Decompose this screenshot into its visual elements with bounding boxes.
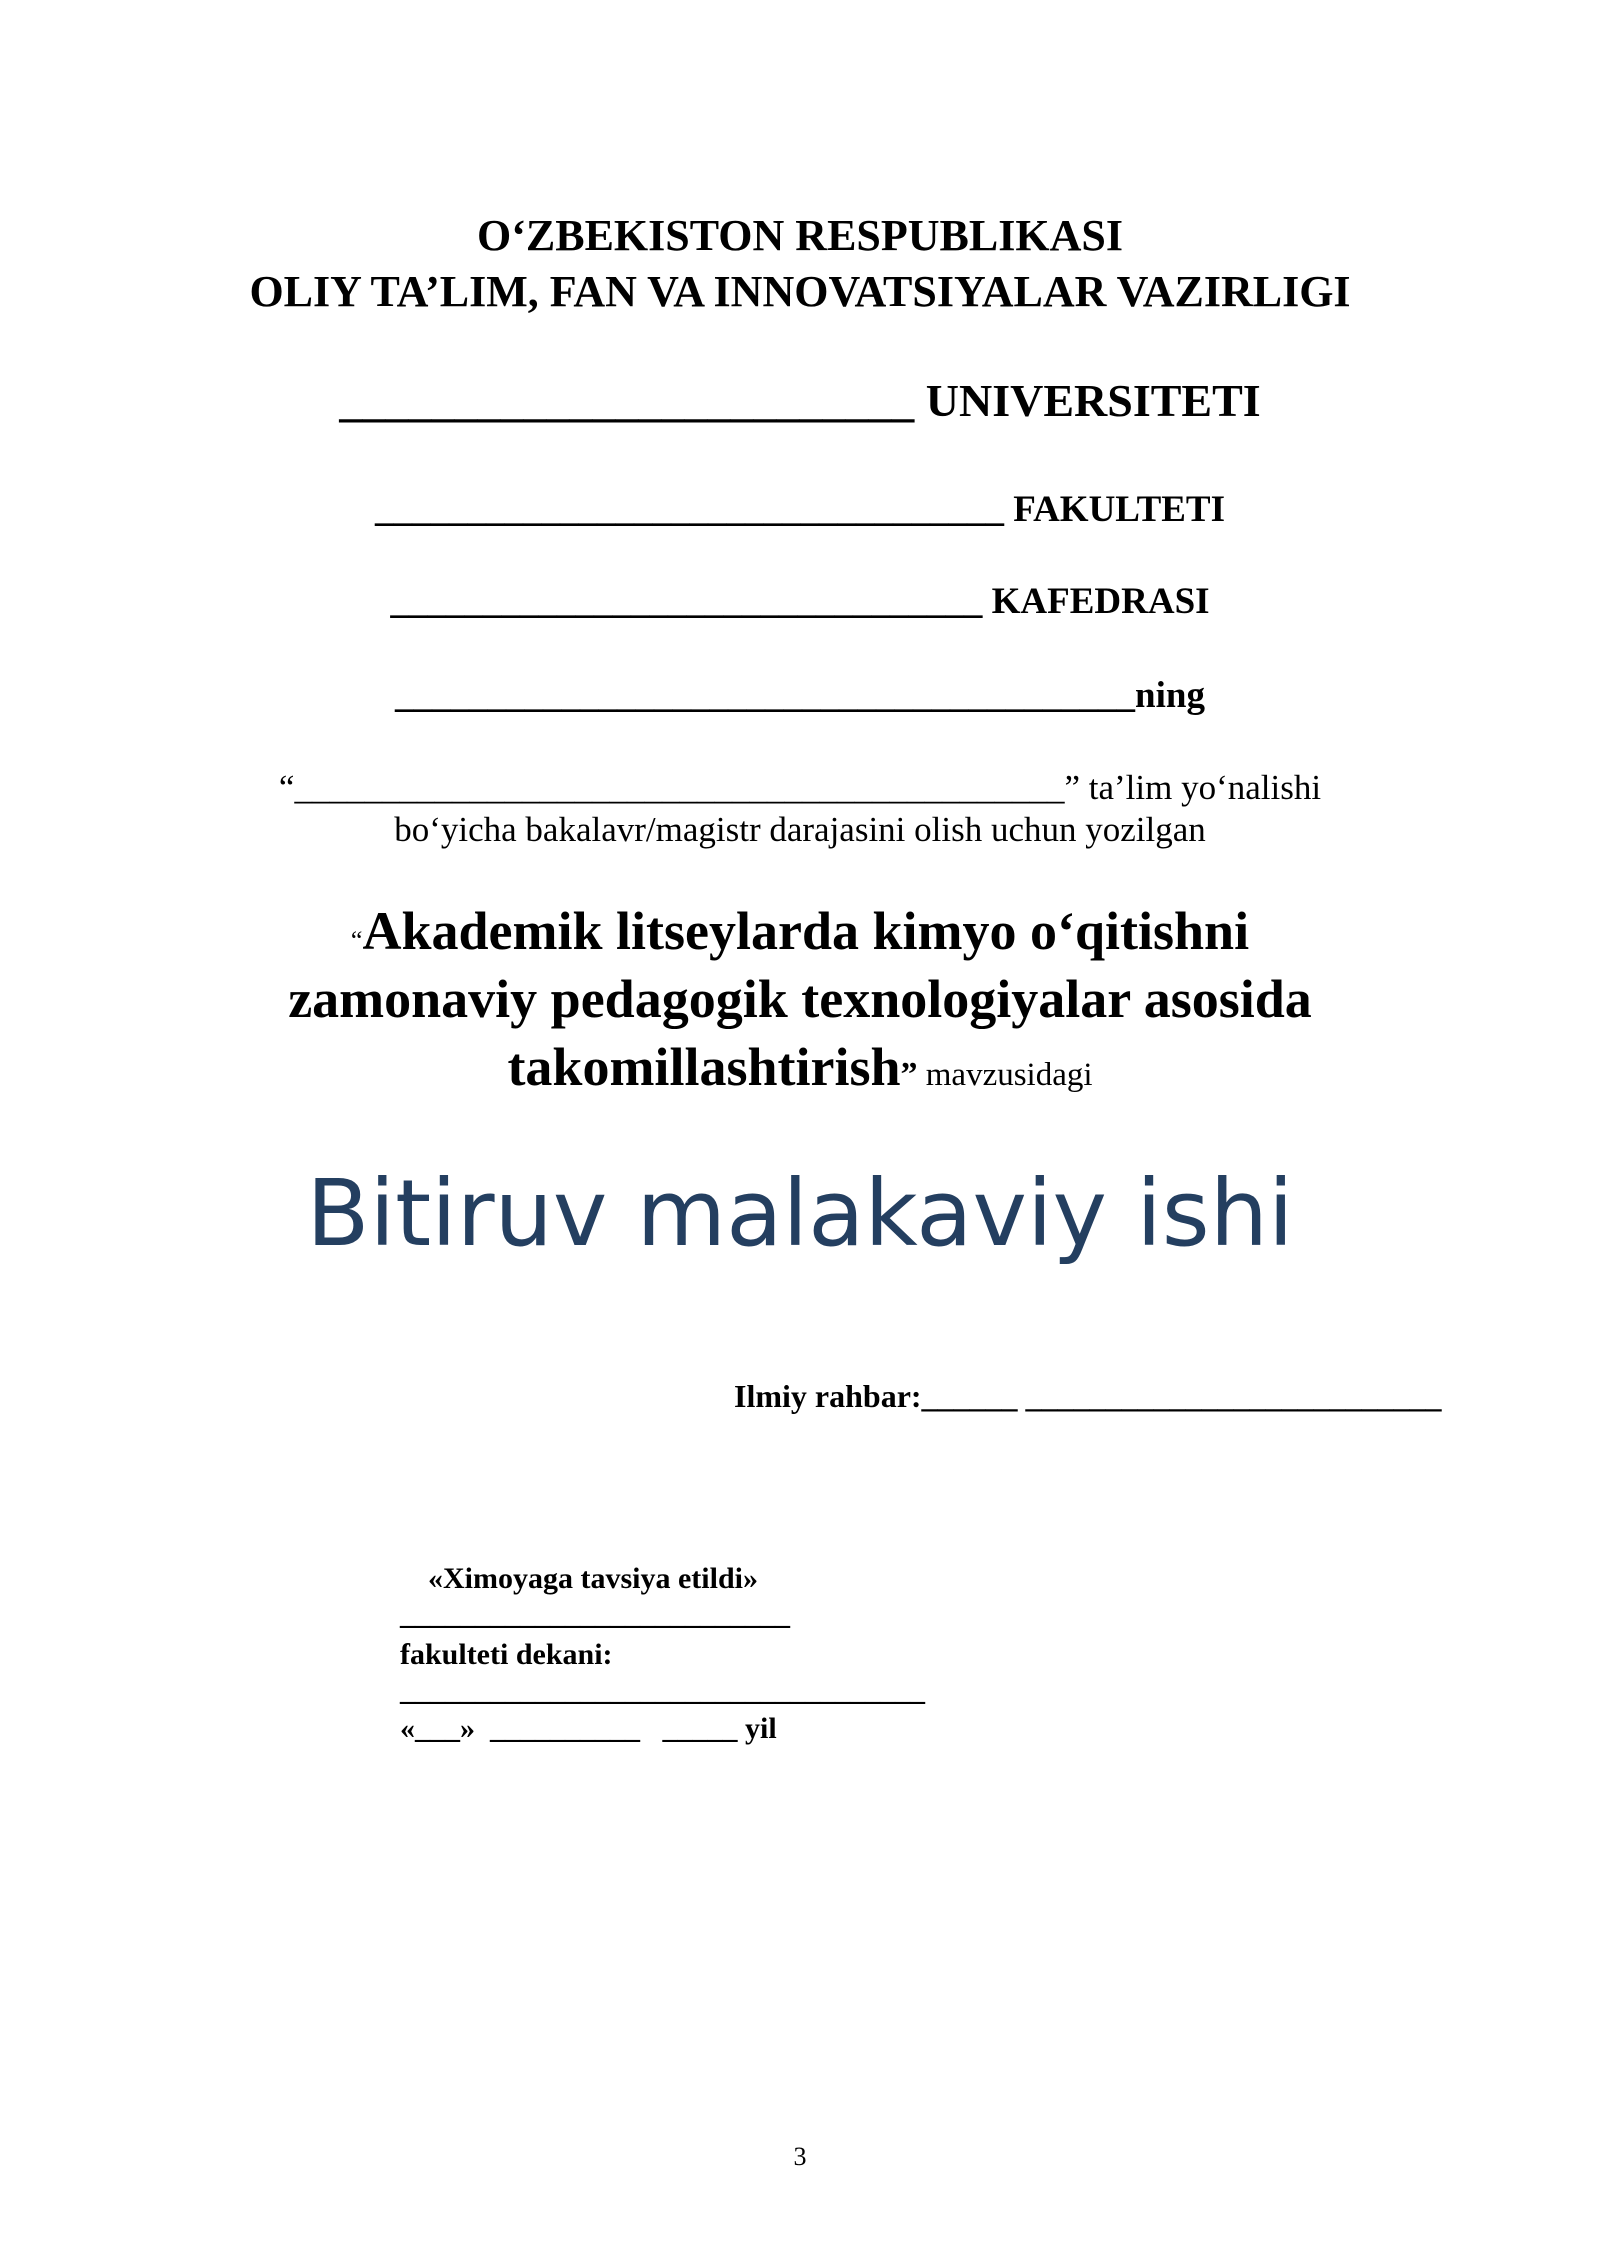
supervisor-line: Ilmiy rahbar:______ __________________________ [734, 1378, 1442, 1414]
faculty-line: __________________________________ FAKULTETI [374, 489, 1226, 530]
approval-blank-1: __________________________ [400, 1598, 790, 1631]
topic-line-2: zamonaviy pedagogik texnologiyalar asosida [288, 969, 1312, 1029]
approval-dean: fakulteti dekani: [400, 1638, 613, 1671]
page-number: 3 [793, 2142, 807, 2171]
topic-text-3: takomillashtirish [507, 1037, 901, 1097]
approval-blank-2: ___________________________________ [400, 1674, 925, 1707]
direction-line-2: bo‘yicha bakalavr/magistr darajasini olish uchun yozilgan [394, 810, 1206, 849]
direction-line-1: “____________________________________________” ta’lim yo‘nalishi [278, 768, 1322, 807]
document-title: Bitiruv malakaviy ishi [306, 1160, 1294, 1267]
topic-close-quote: ” [900, 1056, 918, 1093]
university-line: _________________________ UNIVERSITETI [339, 375, 1261, 426]
approval-recommended: «Ximoyaga tavsiya etildi» [428, 1562, 758, 1595]
ning-line: ________________________________________ning [395, 675, 1205, 716]
topic-line-3 [0, 1034, 1600, 1108]
topic-line-1 [0, 898, 1600, 974]
topic-suffix: mavzusidagi [917, 1057, 1093, 1093]
approval-date: «___» __________ _____ yil [400, 1712, 777, 1745]
header-line-2: OLIY TA’LIM, FAN VA INNOVATSIYALAR VAZIRLIGI [249, 267, 1351, 316]
header-line-1: O‘ZBEKISTON RESPUBLIKASI [477, 211, 1123, 260]
topic-open-quote: “ [350, 926, 363, 955]
topic-text-1: Akademik litseylarda kimyo o‘qitishni [362, 901, 1250, 961]
department-line: ________________________________ KAFEDRASI [390, 581, 1210, 622]
